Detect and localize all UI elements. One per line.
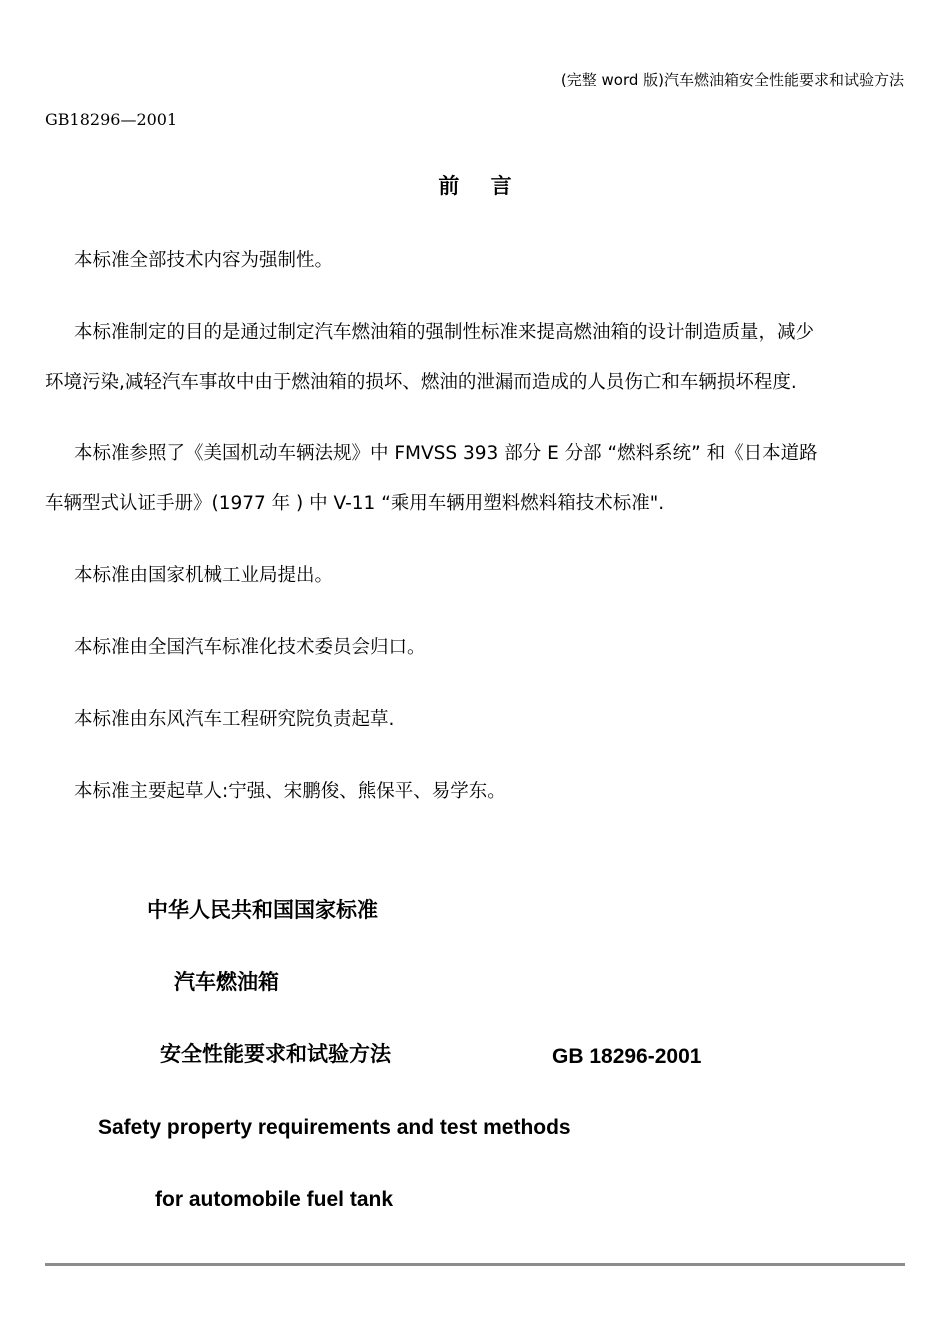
- paragraph-line: 本标准全部技术内容为强制性。: [74, 250, 334, 271]
- preface-heading: 前 言: [438, 174, 524, 198]
- document-header-title: (完整 word 版)汽车燃油箱安全性能要求和试验方法: [560, 71, 904, 89]
- preface-paragraph-1: [45, 249, 905, 273]
- paragraph-line: 本标准参照了《美国机动车辆法规》中 FMVSS 393 部分 E 分部 “燃料系统” 和《日本道路: [74, 443, 818, 464]
- standard-code: GB18296—2001: [45, 110, 178, 129]
- preface-paragraph-7: [45, 780, 905, 804]
- cover-standard-code: GB 18296-2001: [552, 1045, 702, 1068]
- horizontal-rule: [45, 1263, 905, 1266]
- paragraph-line: 本标准由全国汽车标准化技术委员会归口。: [74, 637, 426, 658]
- preface-paragraph-3: [45, 442, 905, 516]
- cover-title-line-2: 安全性能要求和试验方法: [160, 1042, 391, 1066]
- national-standard-label: 中华人民共和国国家标准: [147, 898, 378, 922]
- paragraph-line: 本标准主要起草人:宁强、宋鹏俊、熊保平、易学东。: [74, 781, 506, 802]
- paragraph-line: 车辆型式认证手册》(1977 年 ) 中 V-11 “乘用车辆用塑料燃料箱技术标准".: [45, 493, 665, 514]
- paragraph-line: 环境污染,减轻汽车事故中由于燃油箱的损坏、燃油的泄漏而造成的人员伤亡和车辆损坏程度.: [45, 372, 797, 393]
- cover-title-line-1: 汽车燃油箱: [174, 970, 279, 994]
- paragraph-line: 本标准由东风汽车工程研究院负责起草.: [74, 709, 395, 730]
- paragraph-line: 本标准制定的目的是通过制定汽车燃油箱的强制性标准来提高燃油箱的设计制造质量，减少: [74, 322, 815, 343]
- preface-paragraph-4: [45, 564, 905, 588]
- preface-paragraph-6: [45, 708, 905, 732]
- cover-english-title-line-1: Safety property requirements and test methods: [98, 1116, 571, 1139]
- preface-paragraph-2: [45, 321, 905, 395]
- cover-english-title-line-2: for automobile fuel tank: [155, 1188, 394, 1211]
- preface-paragraph-5: [45, 636, 905, 660]
- paragraph-line: 本标准由国家机械工业局提出。: [74, 565, 334, 586]
